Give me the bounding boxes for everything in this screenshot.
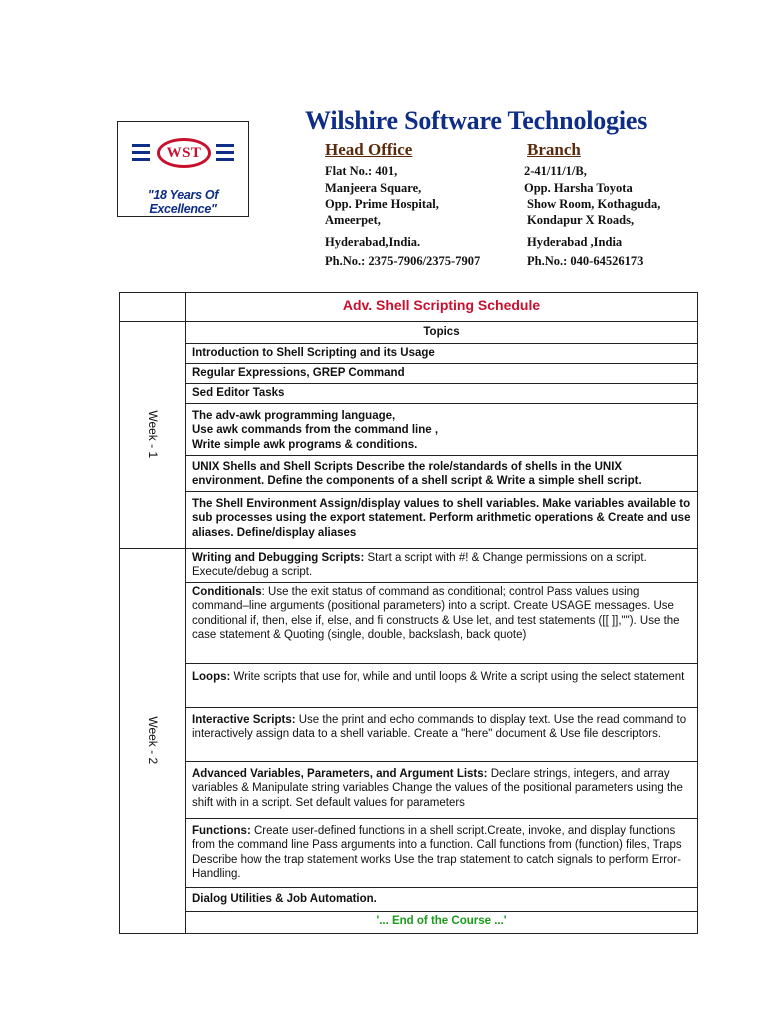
week-2-label: Week - 2 <box>145 716 160 764</box>
table-row <box>120 403 698 455</box>
table-row <box>120 707 698 761</box>
head-office-line: Manjeera Square, <box>325 181 422 195</box>
head-office-line: Opp. Prime Hospital, <box>325 197 439 211</box>
branch-title: Branch <box>527 140 581 159</box>
table-row <box>120 293 698 322</box>
logo-oval <box>157 138 211 168</box>
branch-line: Kondapur X Roads, <box>527 213 635 227</box>
table-row <box>120 761 698 818</box>
head-office-line: Flat No.: 401, <box>325 164 398 178</box>
logo-right-bars <box>216 144 234 165</box>
topic-line: The adv-awk programming language, <box>192 409 396 422</box>
branch-line: Opp. Harsha Toyota <box>524 181 633 195</box>
topic-heading: Advanced Variables, Parameters, and Argument Lists: <box>192 767 488 780</box>
topic-line: Write simple awk programs & conditions. <box>192 438 418 451</box>
topic-item <box>186 761 698 818</box>
week-1-cell <box>120 322 186 549</box>
table-row <box>120 663 698 707</box>
logo-left-bars <box>132 144 150 165</box>
topic-body: Create user-defined functions in a shell script.Create, invoke, and display functions from the command line Pass arguments into a function. Call functions from (function) files, Traps Describe how the trap statement works Use the trap statement to catch signals to perform Error-Handling. <box>192 824 682 880</box>
table-row <box>120 322 698 344</box>
logo-tagline: "18 Years Of Excellence" <box>147 188 219 216</box>
topic-heading: Conditionals <box>192 585 262 598</box>
week-1-label: Week - 1 <box>145 410 160 459</box>
table-row <box>120 911 698 933</box>
topic-heading: Writing and Debugging Scripts: <box>192 551 365 564</box>
topic-body: Write scripts that use for, while and until loops & Write a script using the select statement <box>230 670 685 683</box>
topics-header: Topics <box>186 322 698 344</box>
topic-body: Declare strings, integers, and array variables & Manipulate string variables Change the values of the positional parameters using the shift with in a script. Set default values for parameters <box>192 767 683 809</box>
end-of-course: '... End of the Course ...' <box>186 911 698 933</box>
company-name: Wilshire Software Technologies <box>305 106 648 135</box>
topic-body: Use the print and echo commands to display text. Use the read command to interactively assign data to a shell variable. Create a "here" document & Use file descriptors. <box>192 713 687 740</box>
topic-item: The Shell Environment Assign/display values to shell variables. Make variables available to sub processes using the export statement. Perform arithmetic operations & Create and use aliases. Define/display aliases <box>186 491 698 548</box>
schedule-title: Adv. Shell Scripting Schedule <box>186 293 698 322</box>
topic-item <box>186 818 698 887</box>
table-row <box>120 582 698 663</box>
branch-line: Hyderabad ,India <box>527 235 623 249</box>
topic-item <box>186 663 698 707</box>
table-row <box>120 818 698 887</box>
table-row <box>120 455 698 491</box>
topic-item <box>186 548 698 582</box>
company-logo <box>117 121 249 217</box>
table-row <box>120 548 698 582</box>
corner-cell <box>120 293 186 322</box>
topic-heading: Functions: <box>192 824 251 837</box>
topic-body: : Use the exit status of command as conditional; control Pass values using command–line arguments (positional parameters) into a script. Create USAGE messages. Use conditional if, then, else if, else, and fi constructs & Use let, and test statements ([[ ]],""). Use the case statement & Quoting (single, double, backslash, back quote) <box>192 585 680 641</box>
topic-heading: Loops: <box>192 670 231 683</box>
table-row <box>120 383 698 403</box>
head-office-line: Hyderabad,India. <box>325 235 421 249</box>
head-office-phone: Ph.No.: 2375-7906/2375-7907 <box>325 254 481 268</box>
schedule-table <box>119 292 698 934</box>
topic-line: Use awk commands from the command line , <box>192 424 439 436</box>
topic-item <box>186 707 698 761</box>
table-row <box>120 491 698 548</box>
table-row <box>120 887 698 911</box>
topic-item <box>186 403 698 455</box>
week-2-cell <box>120 548 186 933</box>
topic-heading: Interactive Scripts: <box>192 713 296 726</box>
branch-line: 2-41/11/1/B, <box>524 164 587 178</box>
branch-phone: Ph.No.: 040-64526173 <box>527 254 644 268</box>
topic-item: UNIX Shells and Shell Scripts Describe the role/standards of shells in the UNIX environment. Define the components of a shell script & Write a simple shell script. <box>186 455 698 491</box>
topic-item: Sed Editor Tasks <box>186 383 698 403</box>
topic-item <box>186 582 698 663</box>
branch-line: Show Room, Kothaguda, <box>527 197 661 211</box>
topic-item: Introduction to Shell Scripting and its Usage <box>186 343 698 363</box>
head-office-line: Ameerpet, <box>325 213 381 227</box>
topic-body: Start a script with #! & Change permissions on a script. Execute/debug a script. <box>192 551 647 578</box>
logo-letters: WST <box>166 144 202 161</box>
topic-item: Dialog Utilities & Job Automation. <box>186 887 698 911</box>
topic-item: Regular Expressions, GREP Command <box>186 363 698 383</box>
table-row <box>120 363 698 383</box>
table-row <box>120 343 698 363</box>
head-office-title: Head Office <box>325 140 413 159</box>
